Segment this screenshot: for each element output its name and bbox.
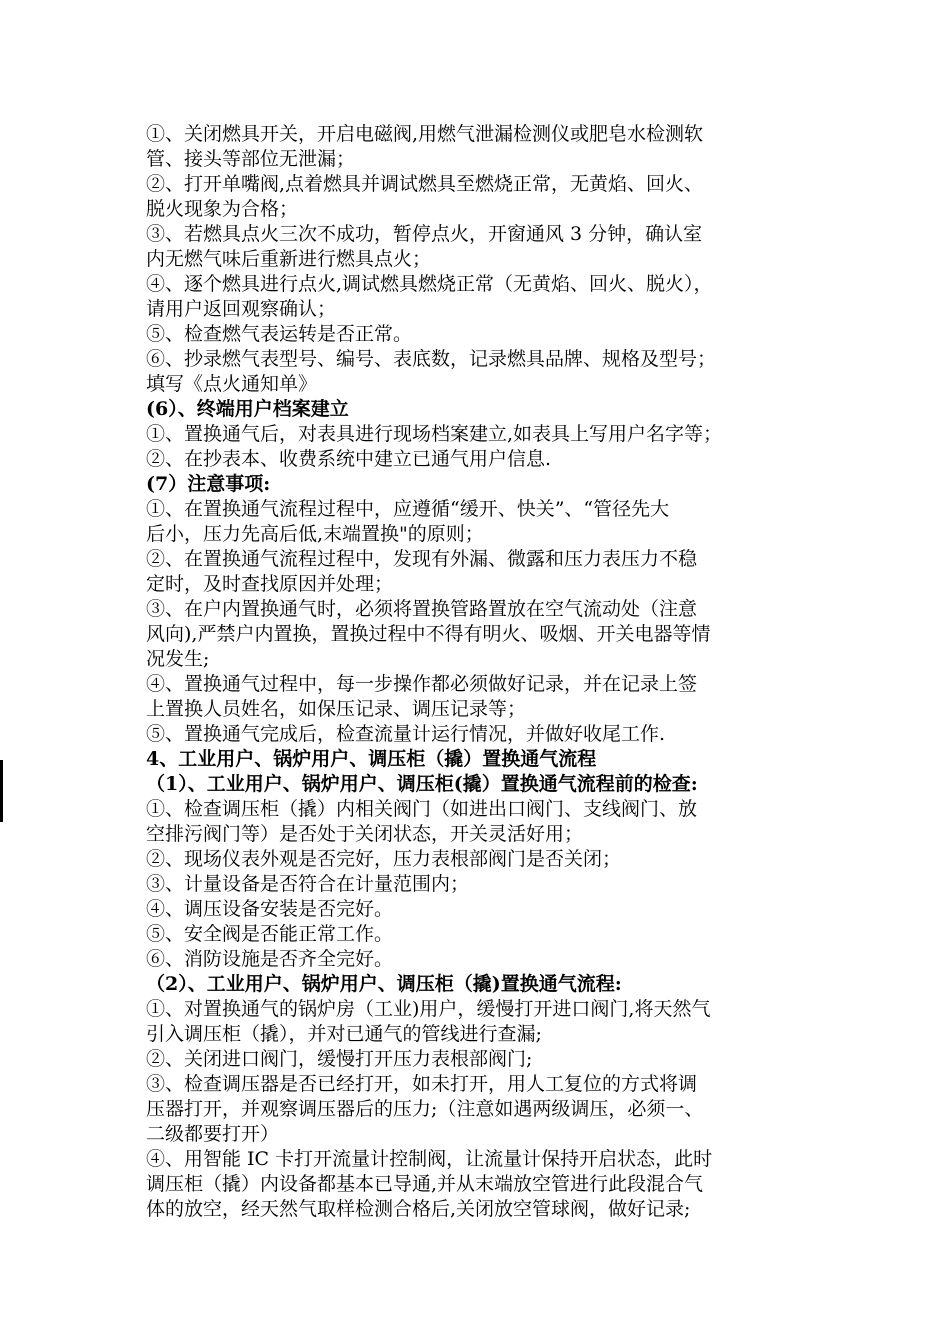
margin-mark — [0, 760, 3, 822]
text-line: ④、用智能 IC 卡打开流量计控制阀，让流量计保持开启状态，此时 — [146, 1148, 713, 1170]
text-line: 定时，及时查找原因并处理； — [146, 573, 394, 595]
text-line: ①、在置换通气流程过程中，应遵循“缓开、快关”、“管径先大 — [146, 498, 670, 520]
text-line: ①、关闭燃具开关，开启电磁阀,用燃气泄漏检测仪或肥皂水检测软 — [146, 123, 704, 145]
text-line: ①、置换通气后，对表具进行现场档案建立,如表具上写用户名字等； — [146, 423, 723, 445]
text-line: ③、若燃具点火三次不成功，暂停点火，开窗通风 3 分钟，确认室 — [146, 223, 703, 245]
text-line: ②、在抄表本、收费系统中建立已通气用户信息. — [146, 448, 552, 470]
text-line: 请用户返回观察确认； — [146, 298, 337, 320]
text-line: 风向),严禁户内置换，置换过程中不得有明火、吸烟、开关电器等情 — [146, 623, 711, 645]
text-line: ②、在置换通气流程过程中，发现有外漏、微露和压力表压力不稳 — [146, 548, 698, 570]
text-line: ④、逐个燃具进行点火,调试燃具燃烧正常（无黄焰、回火、脱火）， — [146, 273, 713, 295]
text-line: ①、对置换通气的锅炉房（工业)用户，缓慢打开进口阀门,将天然气 — [146, 998, 711, 1020]
text-line: ①、检查调压柜（撬）内相关阀门（如进出口阀门、支线阀门、放 — [146, 798, 698, 820]
text-line: 管、接头等部位无泄漏； — [146, 148, 356, 170]
text-line: ⑥、消防设施是否齐全完好。 — [146, 948, 394, 970]
text-line: ③、计量设备是否符合在计量范围内； — [146, 873, 470, 895]
text-line: ③、在户内置换通气时，必须将置换管路置放在空气流动处（注意 — [146, 598, 698, 620]
text-line: ④、调压设备安装是否完好。 — [146, 898, 394, 920]
text-line: ②、现场仪表外观是否完好，压力表根部阀门是否关闭； — [146, 848, 622, 870]
text-line: 内无燃气味后重新进行燃具点火； — [146, 248, 432, 270]
text-line: 二级都要打开） — [146, 1123, 280, 1145]
text-line: 脱火现象为合格； — [146, 198, 299, 220]
text-line: ②、关闭进口阀门，缓慢打开压力表根部阀门; — [146, 1048, 533, 1070]
text-line: ⑥、抄录燃气表型号、编号、表底数，记录燃具品牌、规格及型号； — [146, 348, 717, 370]
section-heading: 4、工业用户、锅炉用户、调压柜（撬）置换通气流程 — [146, 748, 597, 770]
text-line: 填写《点火通知单》 — [146, 373, 318, 395]
text-line: 体的放空，经天然气取样检测合格后,关闭放空管球阀，做好记录; — [146, 1198, 691, 1220]
document-body — [146, 122, 814, 1222]
text-line: 况发生; — [146, 648, 210, 670]
section-heading: （2）、工业用户、锅炉用户、调压柜（撬)置换通气流程: — [146, 973, 622, 995]
text-line: 后小，压力先高后低,末端置换"的原则； — [146, 523, 484, 545]
section-heading: (7）注意事项: — [146, 473, 271, 495]
text-line: ②、打开单嘴阀,点着燃具并调试燃具至燃烧正常，无黄焰、回火、 — [146, 173, 704, 195]
text-line: ③、检查调压器是否已经打开，如未打开，用人工复位的方式将调 — [146, 1073, 698, 1095]
text-line: 调压柜（撬）内设备都基本已导通,并从末端放空管进行此段混合气 — [146, 1173, 704, 1195]
text-line: ⑤、检查燃气表运转是否正常。 — [146, 323, 413, 345]
text-line: ⑤、置换通气完成后，检查流量计运行情况，并做好收尾工作. — [146, 723, 666, 745]
text-line: 空排污阀门等）是否处于关闭状态，开关灵活好用； — [146, 823, 584, 845]
section-heading: （1）、工业用户、锅炉用户、调压柜(撬）置换通气流程前的检查: — [146, 773, 698, 795]
section-heading: (6）、终端用户档案建立 — [146, 398, 349, 420]
text-line: 上置换人员姓名，如保压记录、调压记录等； — [146, 698, 527, 720]
text-line: 压器打开，并观察调压器后的压力;（注意如遇两级调压，必须一、 — [146, 1098, 704, 1120]
text-line: ⑤、安全阀是否能正常工作。 — [146, 923, 394, 945]
text-line: ④、置换通气过程中，每一步操作都必须做好记录，并在记录上签 — [146, 673, 698, 695]
text-line: 引入调压柜（撬），并对已通气的管线进行查漏; — [146, 1023, 542, 1045]
